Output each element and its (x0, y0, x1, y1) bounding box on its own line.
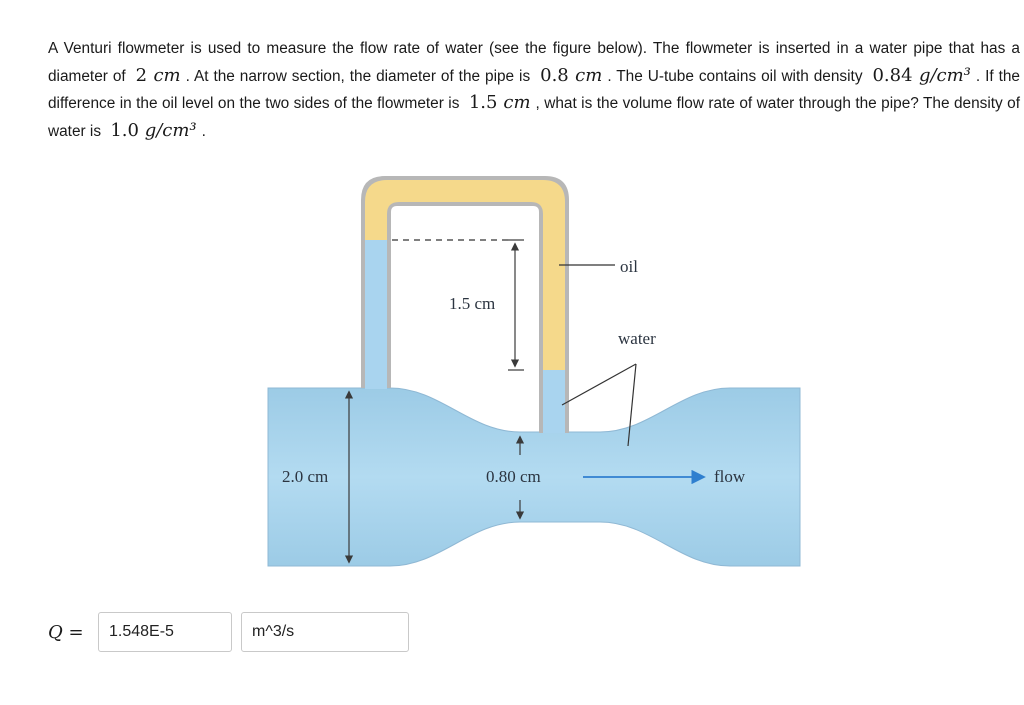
label-wide-diameter: 2.0 cm (282, 467, 329, 486)
label-water: water (618, 329, 656, 348)
water-density (105, 120, 201, 141)
narrow-diameter (535, 65, 607, 86)
pipe-diameter-value: 2 (135, 64, 148, 86)
oil-density-unit: g/cm³ (918, 64, 971, 86)
water-density-unit: g/cm³ (144, 119, 197, 141)
water-density-value: 1.0 (110, 119, 139, 141)
venturi-figure (262, 172, 802, 582)
label-narrow-diameter: 0.80 cm (486, 467, 541, 486)
right-water-column (543, 370, 565, 433)
answer-variable-label (48, 622, 98, 643)
level-difference (464, 92, 536, 113)
pipe-diameter (131, 65, 186, 86)
label-height: 1.5 cm (449, 294, 496, 313)
question-part-5: , what is the volume flow rate of water through the pipe? The density of water is (48, 95, 1020, 140)
level-difference-unit: cm (503, 92, 531, 113)
u-tube-oil (365, 180, 565, 370)
narrow-diameter-value: 0.8 (540, 64, 569, 86)
question-text (48, 36, 1020, 145)
answer-row (48, 612, 409, 652)
question-part-6: . (201, 122, 206, 140)
level-difference-value: 1.5 (468, 92, 498, 113)
water-leader-line-1 (562, 364, 636, 405)
answer-value-input[interactable] (98, 612, 232, 652)
left-water-column (365, 240, 387, 389)
pipe-diameter-unit: cm (153, 64, 181, 86)
question-part-2: . At the narrow section, the diameter of the pipe is (185, 67, 531, 85)
question-part-1: A Venturi flowmeter is used to measure the flow rate of water (see the figure below). The flowmeter is inserted in a water pipe that has a diameter of (48, 40, 1020, 85)
label-flow: flow (714, 467, 746, 486)
answer-unit-input[interactable] (241, 612, 409, 652)
oil-density-value: 0.84 (872, 64, 913, 86)
oil-density (867, 65, 975, 86)
narrow-diameter-unit: cm (575, 64, 603, 86)
answer-equals: = (68, 621, 84, 643)
answer-variable: Q (48, 621, 63, 643)
label-oil: oil (620, 257, 638, 276)
question-part-3: . The U-tube contains oil with density (607, 67, 863, 85)
question-part-4: . If the difference in the oil level on the two sides of the flowmeter is (48, 67, 1020, 112)
